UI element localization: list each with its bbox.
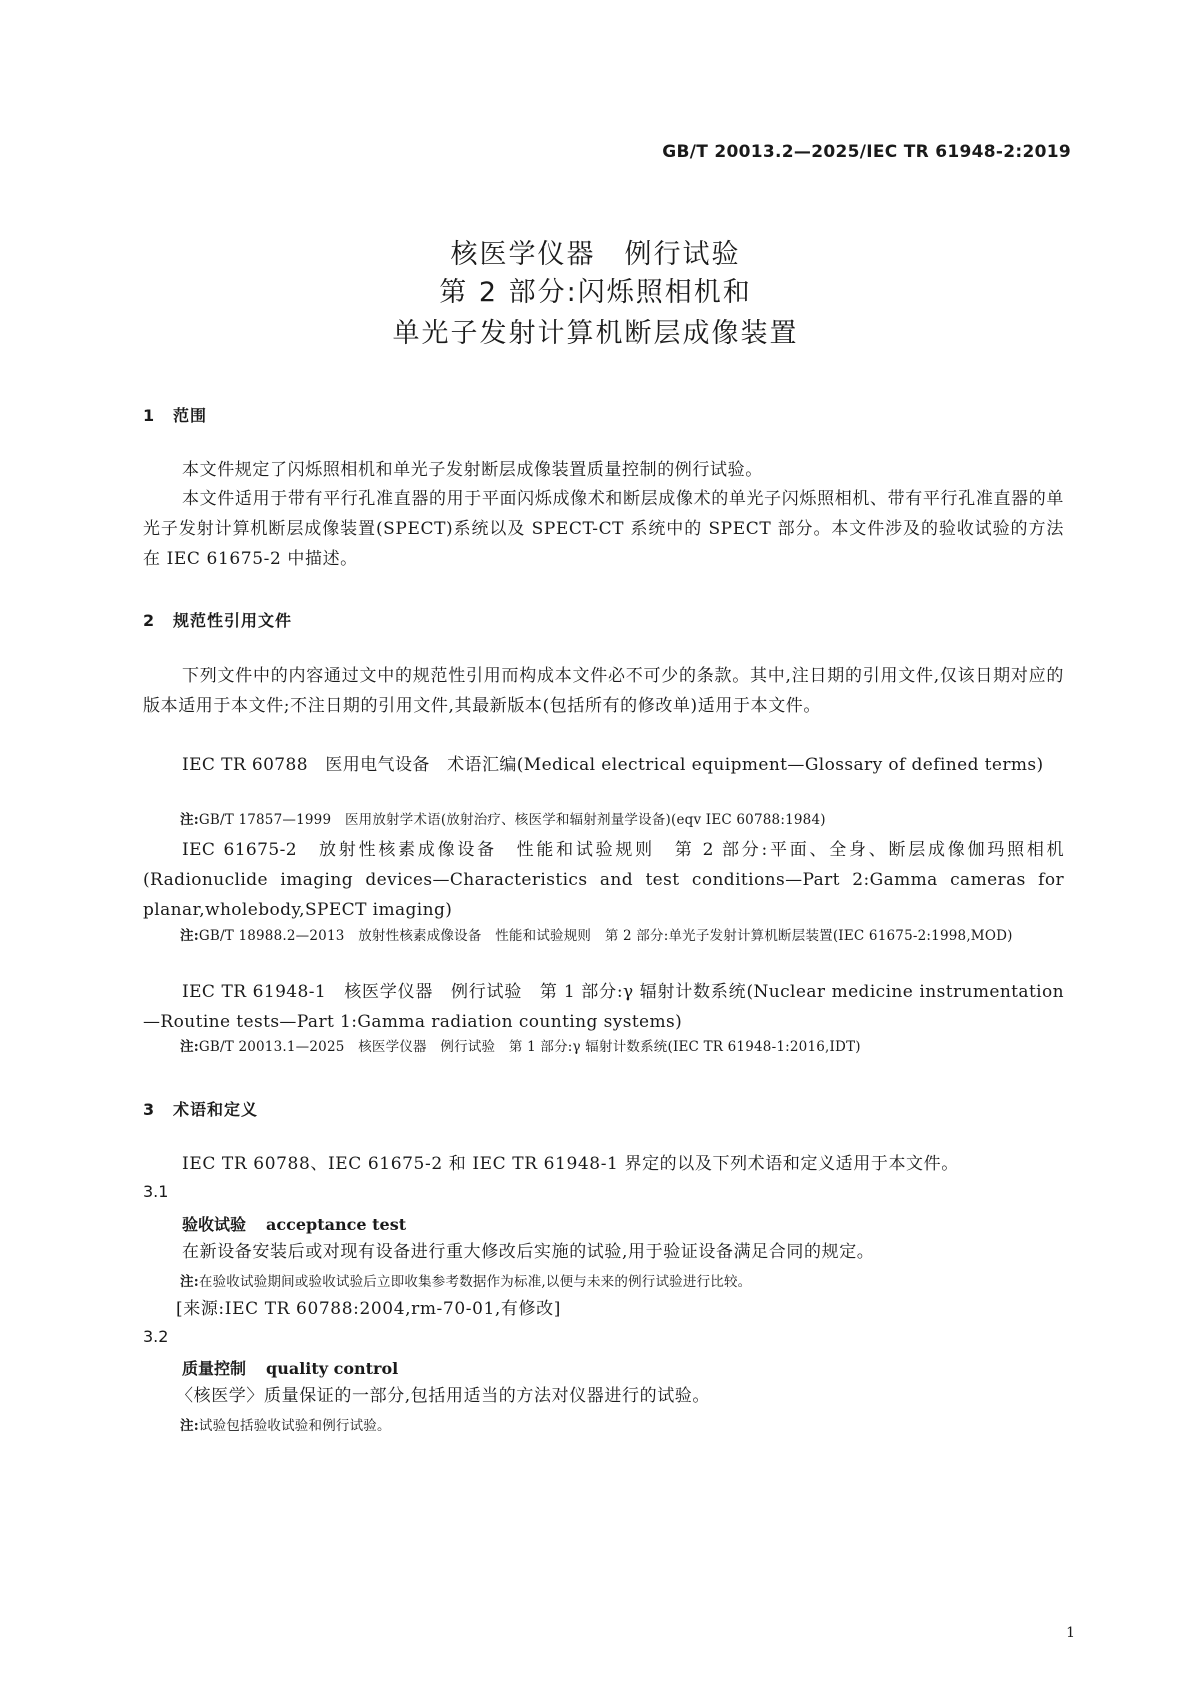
- section-number: 3: [143, 1100, 156, 1119]
- note-text: 试验包括验收试验和例行试验。: [198, 1418, 391, 1434]
- reference-note: [180, 1035, 1064, 1059]
- term-definition: 在新设备安装后或对现有设备进行重大修改后实施的试验,用于验证设备满足合同的规定。: [182, 1242, 875, 1262]
- note-label: 注:: [180, 812, 199, 828]
- title-line-1: 核医学仪器 例行试验: [450, 239, 741, 270]
- note-label: 注:: [180, 1039, 199, 1055]
- note-label: 注:: [180, 1274, 199, 1290]
- title-line-3: 单光子发射计算机断层成像装置: [392, 318, 799, 349]
- section-number: 1: [143, 406, 156, 425]
- note-text: 在验收试验期间或验收试验后立即收集参考数据作为标准,以便与未来的例行试验进行比较。: [198, 1274, 752, 1290]
- term-heading: [182, 1212, 406, 1235]
- section-1-paragraph-2: 本文件适用于带有平行孔准直器的用于平面闪烁成像术和断层成像术的单光子闪烁照相机、带有平行孔准直器的单光子发射计算机断层成像装置(SPECT)系统以及 SPECT-CT 系统中的 SPECT 部分。本文件涉及的验收试验的方法在 IEC 61675-2 中描述。: [143, 489, 1064, 569]
- term-number: 3.1: [143, 1182, 169, 1201]
- section-2-heading: [143, 608, 292, 631]
- page-number: 1: [1066, 1625, 1075, 1641]
- term-note: [180, 1414, 1064, 1438]
- note-text: GB/T 20013.1—2025 核医学仪器 例行试验 第 1 部分:γ 辐射计数系统(IEC TR 61948-1:2016,IDT): [198, 1039, 861, 1055]
- reference-item: IEC TR 60788 医用电气设备 术语汇编(Medical electrical equipment—Glossary of defined terms): [182, 755, 1044, 775]
- term-zh: 质量控制: [182, 1359, 247, 1378]
- term-number: 3.2: [143, 1327, 169, 1346]
- term-zh: 验收试验: [182, 1215, 247, 1234]
- section-title: 范围: [173, 406, 208, 425]
- reference-note: [180, 808, 1064, 832]
- note-label: 注:: [180, 928, 199, 944]
- section-1-heading: [143, 403, 207, 426]
- reference-item: IEC TR 61948-1 核医学仪器 例行试验 第 1 部分:γ 辐射计数系统(Nuclear medicine instrumentation—Routine tests—Part 1:Gamma radiation counting systems): [143, 982, 1064, 1032]
- section-title: 规范性引用文件: [173, 611, 293, 630]
- reference-item: IEC 61675-2 放射性核素成像设备 性能和试验规则 第 2 部分:平面、全身、断层成像伽玛照相机(Radionuclide imaging devices—Characteristics and test conditions—Part 2:Gamma cameras for planar,wholebody,SPECT imaging): [143, 840, 1064, 920]
- section-title: 术语和定义: [173, 1100, 259, 1119]
- note-label: 注:: [180, 1418, 199, 1434]
- section-number: 2: [143, 611, 156, 630]
- term-en: quality control: [266, 1359, 399, 1378]
- term-heading: [182, 1356, 398, 1379]
- section-3-intro: IEC TR 60788、IEC 61675-2 和 IEC TR 61948-1 界定的以及下列术语和定义适用于本文件。: [182, 1154, 959, 1174]
- section-3-heading: [143, 1097, 258, 1120]
- note-text: GB/T 17857—1999 医用放射学术语(放射治疗、核医学和辐射剂量学设备)(eqv IEC 60788:1984): [198, 812, 826, 828]
- standard-code: GB/T 20013.2—2025/IEC TR 61948-2:2019: [662, 142, 1071, 162]
- term-note: [180, 1270, 1064, 1294]
- reference-note: [180, 924, 1097, 948]
- term-en: acceptance test: [266, 1215, 407, 1234]
- term-definition: 〈核医学〉质量保证的一部分,包括用适当的方法对仪器进行的试验。: [176, 1386, 711, 1406]
- section-1-paragraph-1: 本文件规定了闪烁照相机和单光子发射断层成像装置质量控制的例行试验。: [182, 460, 763, 480]
- title-line-2: 第 2 部分:闪烁照相机和: [439, 277, 752, 308]
- section-2-intro: 下列文件中的内容通过文中的规范性引用而构成本文件必不可少的条款。其中,注日期的引用文件,仅该日期对应的版本适用于本文件;不注日期的引用文件,其最新版本(包括所有的修改单)适用于本文件。: [143, 666, 1064, 716]
- note-text: GB/T 18988.2—2013 放射性核素成像设备 性能和试验规则 第 2 部分:单光子发射计算机断层装置(IEC 61675-2:1998,MOD): [198, 928, 1013, 944]
- term-source: [来源:IEC TR 60788:2004,rm-70-01,有修改]: [176, 1299, 561, 1319]
